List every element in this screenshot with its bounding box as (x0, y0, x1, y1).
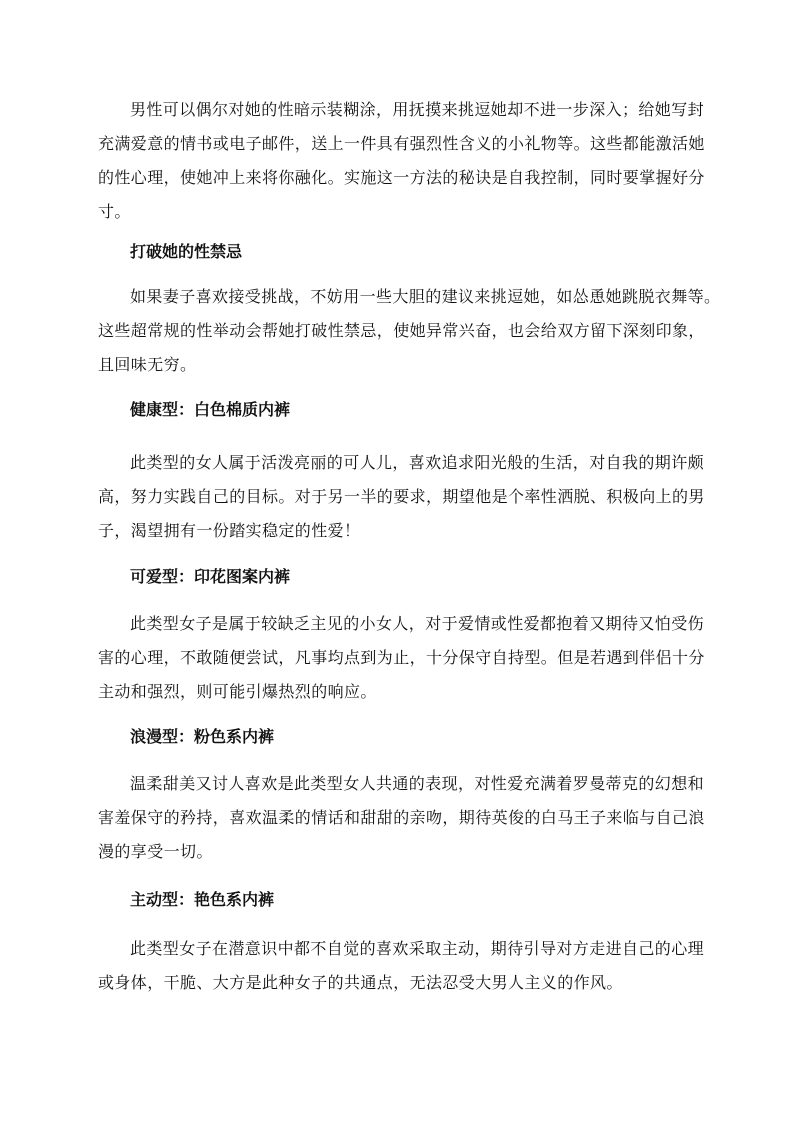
paragraph-romantic (98, 774, 718, 876)
text-line: 寸。 (98, 202, 131, 221)
text-line: 如果妻子喜欢接受挑战，不妨用一些大胆的建议来挑逗她，如怂恿她跳脱衣舞等。 (130, 287, 721, 306)
section-heading-break-taboo: 打破她的性禁忌 (130, 242, 243, 261)
section-heading-active: 主动型：艳色系内裤 (130, 890, 275, 909)
text-line: 高，努力实践自己的目标。对于另一半的要求，期望他是个率性洒脱、积极向上的男 (98, 487, 705, 506)
text-line: 此类型的女人属于活泼亮丽的可人儿，喜欢追求阳光般的生活，对自我的期许颇 (130, 453, 705, 472)
text-line: 且回味无穷。 (98, 355, 197, 374)
text-line: 充满爱意的情书或电子邮件，送上一件具有强烈性含义的小礼物等。这些都能激活她 (98, 134, 705, 153)
text-line: 温柔甜美又讨人喜欢是此类型女人共通的表现，对性爱充满着罗曼蒂克的幻想和 (130, 774, 705, 793)
paragraph-cute (98, 614, 718, 716)
paragraph-break-taboo (98, 287, 721, 389)
paragraph-intro (98, 100, 718, 236)
paragraph-healthy (98, 453, 718, 555)
section-heading-healthy: 健康型：白色棉质内裤 (130, 400, 291, 419)
text-line: 男性可以偶尔对她的性暗示装糊涂，用抚摸来挑逗她却不进一步深入；给她写封 (130, 100, 705, 119)
text-line: 漫的享受一切。 (98, 842, 213, 861)
text-line: 子，渴望拥有一份踏实稳定的性爱！ (98, 521, 361, 540)
text-line: 此类型女子是属于较缺乏主见的小女人，对于爱情或性爱都抱着又期待又怕受伤 (130, 614, 705, 633)
text-line: 或身体，干脆、大方是此种女子的共通点，无法忍受大男人主义的作风。 (98, 973, 623, 992)
text-line: 主动和强烈，则可能引爆热烈的响应。 (98, 682, 377, 701)
text-line: 此类型女子在潜意识中都不自觉的喜欢采取主动，期待引导对方走进自己的心理 (130, 939, 705, 958)
section-heading-romantic: 浪漫型：粉色系内裤 (130, 727, 275, 746)
text-line: 害的心理，不敢随便尝试，凡事均点到为止，十分保守自持型。但是若遇到伴侣十分 (98, 648, 705, 667)
text-line: 的性心理，使她冲上来将你融化。实施这一方法的秘诀是自我控制，同时要掌握好分 (98, 168, 705, 187)
text-line: 害羞保守的矜持，喜欢温柔的情话和甜甜的亲吻，期待英俊的白马王子来临与自己浪 (98, 808, 705, 827)
text-line: 这些超常规的性举动会帮她打破性禁忌，使她异常兴奋，也会给双方留下深刻印象， (98, 321, 705, 340)
paragraph-active (98, 939, 718, 1007)
section-heading-cute: 可爱型：印花图案内裤 (130, 567, 291, 586)
